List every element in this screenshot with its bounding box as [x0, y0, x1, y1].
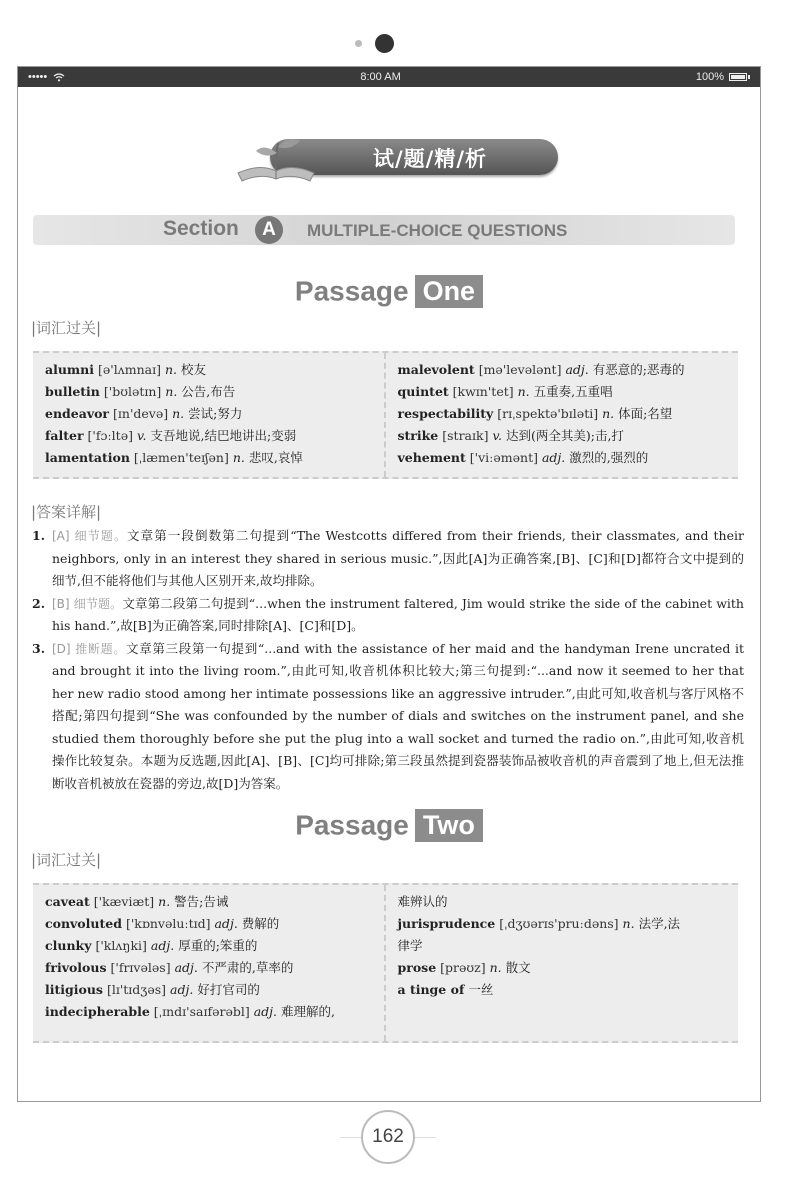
vocab-word: respectability: [397, 406, 494, 421]
vocab-definition: 校友: [181, 362, 207, 377]
wifi-icon: [53, 73, 65, 82]
status-time: 8:00 AM: [360, 71, 401, 83]
vocab-definition: 公告,布告: [181, 384, 236, 399]
vocab-phonetic: ['fɔːltə]: [87, 428, 133, 443]
vocab-column-right: [386, 353, 739, 477]
vocab-entry: [45, 891, 376, 913]
battery-tip-icon: [748, 75, 750, 79]
vocab-word: bulletin: [45, 384, 100, 399]
vocab-entry: [398, 957, 731, 979]
vocab-word: a tinge of: [397, 982, 465, 997]
vocab-heading: |词汇过关|: [31, 851, 102, 869]
vocab-phonetic: [prəʊz]: [440, 960, 486, 975]
vocab-definition: 有恶意的;恶毒的: [592, 362, 685, 377]
vocab-heading: |词汇过关|: [31, 319, 102, 337]
vocab-entry: [45, 957, 376, 979]
vocab-definition: 激烈的,强烈的: [569, 450, 649, 465]
section-title: MULTIPLE-CHOICE QUESTIONS: [307, 221, 568, 240]
vocab-definition: 法学,法: [638, 916, 681, 931]
vocab-part-of-speech: v.: [136, 428, 147, 443]
vocab-entry: [398, 979, 731, 1001]
vocab-part-of-speech: n.: [172, 406, 185, 421]
vocab-definition: 难辨认的: [397, 894, 448, 909]
answer-number: 3.: [32, 640, 46, 656]
vocab-phonetic: [ə'lʌmnaɪ]: [97, 362, 161, 377]
battery-percent: 100%: [695, 71, 724, 83]
vocab-part-of-speech: n.: [517, 384, 530, 399]
sensor-dot: [355, 40, 362, 47]
vocab-part-of-speech: n.: [165, 384, 178, 399]
question-type: 细节题。: [73, 596, 123, 611]
vocab-part-of-speech: n.: [602, 406, 615, 421]
vocab-phonetic: [ˌlæmen'teɪʃən]: [133, 450, 229, 465]
vocab-word: convoluted: [45, 916, 122, 931]
vocab-entry: [45, 403, 376, 425]
question-type: 细节题。: [74, 529, 128, 543]
answer-heading: |答案详解|: [31, 503, 102, 521]
vocab-box-one: [33, 351, 738, 479]
vocab-word: frivolous: [45, 960, 107, 975]
vocab-phonetic: [straɪk]: [442, 428, 489, 443]
vocab-phonetic: [rɪˌspektə'bɪləti]: [497, 406, 599, 421]
vocab-part-of-speech: v.: [492, 428, 502, 443]
vocab-word: malevolent: [397, 362, 475, 377]
vocab-word: alumni: [45, 362, 94, 377]
vocab-entry: [398, 403, 731, 425]
vocab-phonetic: [lɪ'tɪdʒəs]: [106, 982, 167, 997]
battery-icon: [729, 73, 747, 81]
vocab-column-left: [33, 885, 386, 1041]
answer-item: [32, 638, 744, 796]
vocab-word: vehement: [397, 450, 466, 465]
vocab-definition: 一丝: [468, 982, 494, 997]
section-header: [33, 215, 735, 245]
vocab-definition: 厚重的;笨重的: [178, 938, 258, 953]
answer-key: [B]: [52, 596, 70, 611]
vocab-phonetic: [ˌdʒʊərɪs'pruːdəns]: [499, 916, 619, 931]
vocab-word: litigious: [45, 982, 103, 997]
passage-number-badge: Two: [415, 809, 483, 842]
status-bar: [18, 67, 760, 87]
vocab-definition: 费解的: [241, 916, 280, 931]
passage-word: Passage: [295, 809, 409, 841]
vocab-entry: [45, 913, 376, 935]
passage-one-heading: [18, 275, 760, 308]
vocab-phonetic: ['kɒnvəluːtɪd]: [125, 916, 211, 931]
vocab-definition: 尝试;努力: [188, 406, 243, 421]
vocab-entry: [398, 425, 731, 447]
vocab-part-of-speech: adj.: [214, 916, 238, 931]
vocab-phonetic: ['klʌŋki]: [95, 938, 147, 953]
vocab-entry: [398, 913, 731, 935]
vocab-entry: [45, 447, 376, 469]
section-label: Section: [163, 217, 239, 240]
passage-number-badge: One: [415, 275, 484, 308]
section-letter-badge: A: [255, 216, 283, 244]
vocab-entry: [398, 935, 731, 957]
vocab-entry: [398, 381, 731, 403]
vocab-word: prose: [397, 960, 437, 975]
answer-explanation: 文章第三段第一句提到“...and with the assistance of her maid and the handyman Irene uncrated it and brought it into the living room.”,由此可知,收音机体积比较大;第三句提到:“...and now it seemed to her that her new radio stood among her intimate possessions like an aggressive intruder.”,由此可知,收音机与客厅风格不搭配;第四句提到“She was confounded by the number of dials and switches on the instrument panel, and she studied them thoroughly before she put the plug into a wall socket and turned the radio on.”,由此可知,收音机操作比较复杂。本题为反选题,因此[A]、[B]、[C]均可排除;第三段虽然提到瓷器装饰品被收音机的声音震到了地上,但无法推断收音机被放在瓷器的旁边,故[D]为答案。: [52, 640, 744, 791]
vocab-word: indecipherable: [45, 1004, 150, 1019]
vocab-word: jurisprudence: [397, 916, 496, 931]
page-number: 162: [361, 1110, 415, 1164]
vocab-part-of-speech: adj.: [150, 938, 175, 953]
vocab-phonetic: [mə'levələnt]: [478, 362, 562, 377]
vocab-part-of-speech: adj.: [174, 960, 198, 975]
answer-item: [32, 525, 744, 593]
answer-number: 2.: [32, 595, 46, 611]
answer-explanation: 文章第二段第二句提到“...when the instrument faltered, Jim would strike the side of the cabinet with his hand.”,故[B]为正确答案,同时排除[A]、[C]和[D]。: [52, 595, 744, 633]
passage-two-heading: [18, 809, 760, 842]
vocab-definition: 散文: [505, 960, 531, 975]
vocab-entry: [45, 1001, 376, 1023]
vocab-entry: [398, 359, 731, 381]
vocab-part-of-speech: adj.: [541, 450, 566, 465]
header-banner: [230, 129, 560, 179]
vocab-part-of-speech: n.: [164, 362, 178, 377]
vocab-definition: 悲叹,哀悼: [248, 450, 303, 465]
passage-word: Passage: [294, 275, 409, 307]
vocab-phonetic: [ˌɪndɪ'saɪfərəbl]: [153, 1004, 250, 1019]
vocab-definition: 警告;告诫: [174, 894, 229, 909]
vocab-word: clunky: [45, 938, 92, 953]
vocab-definition: 达到(两全其美);击,打: [505, 428, 624, 443]
vocab-word: caveat: [45, 894, 90, 909]
vocab-column-right: [386, 885, 739, 1041]
vocab-word: strike: [397, 428, 439, 443]
vocab-phonetic: [ɪn'devə]: [113, 406, 169, 421]
vocab-entry: [398, 891, 731, 913]
vocab-entry: [45, 381, 376, 403]
signal-dots: •••••: [28, 71, 48, 83]
vocab-phonetic: ['bʊlətɪn]: [103, 384, 162, 399]
vocab-definition: 律学: [397, 938, 423, 953]
answer-item: [32, 593, 744, 638]
answer-key: [D]: [52, 641, 71, 656]
vocab-part-of-speech: n.: [489, 960, 502, 975]
page-frame: [17, 66, 761, 1102]
vocab-word: lamentation: [45, 450, 130, 465]
vocab-word: falter: [45, 428, 84, 443]
vocab-phonetic: [kwɪn'tet]: [452, 384, 514, 399]
vocab-definition: 好打官司的: [197, 982, 260, 997]
answer-number: 1.: [32, 528, 46, 543]
vocab-definition: 支吾地说,结巴地讲出;变弱: [150, 428, 297, 443]
vocab-column-left: [33, 353, 386, 477]
vocab-definition: 五重奏,五重唱: [533, 384, 613, 399]
vocab-definition: 不严肃的,草率的: [201, 960, 294, 975]
banner-title: 试/题/精/析: [372, 147, 487, 171]
vocab-entry: [45, 979, 376, 1001]
vocab-phonetic: ['viːəmənt]: [469, 450, 538, 465]
vocab-part-of-speech: adj.: [170, 982, 194, 997]
vocab-part-of-speech: n.: [622, 916, 635, 931]
vocab-phonetic: ['kæviæt]: [93, 894, 155, 909]
camera-dot: [375, 34, 394, 53]
vocab-entry: [45, 935, 376, 957]
vocab-word: quintet: [397, 384, 449, 399]
vocab-word: endeavor: [45, 406, 110, 421]
vocab-entry: [45, 359, 376, 381]
answer-explanation: 文章第一段倒数第二句提到“The Westcotts differed from their friends, their classmates, and their neighbors, only in an interest they shared in serious music.”,因此[A]为正确答案,[B]、[C]和[D]都符合文中提到的细节,但不能将他们与其他人区别开来,故均排除。: [52, 528, 744, 588]
answer-list: [32, 525, 744, 795]
vocab-box-two: [33, 883, 738, 1043]
vocab-entry: [45, 425, 376, 447]
vocab-phonetic: ['frɪvələs]: [110, 960, 171, 975]
question-type: 推断题。: [75, 641, 127, 656]
vocab-entry: [398, 447, 731, 469]
vocab-definition: 难理解的,: [281, 1004, 335, 1019]
vocab-part-of-speech: adj.: [565, 362, 589, 377]
open-book-sprout-icon: [230, 129, 320, 189]
answer-key: [A]: [52, 529, 70, 543]
vocab-definition: 体面;名望: [618, 406, 673, 421]
vocab-part-of-speech: adj.: [253, 1004, 278, 1019]
vocab-part-of-speech: n.: [158, 894, 171, 909]
vocab-part-of-speech: n.: [232, 450, 245, 465]
